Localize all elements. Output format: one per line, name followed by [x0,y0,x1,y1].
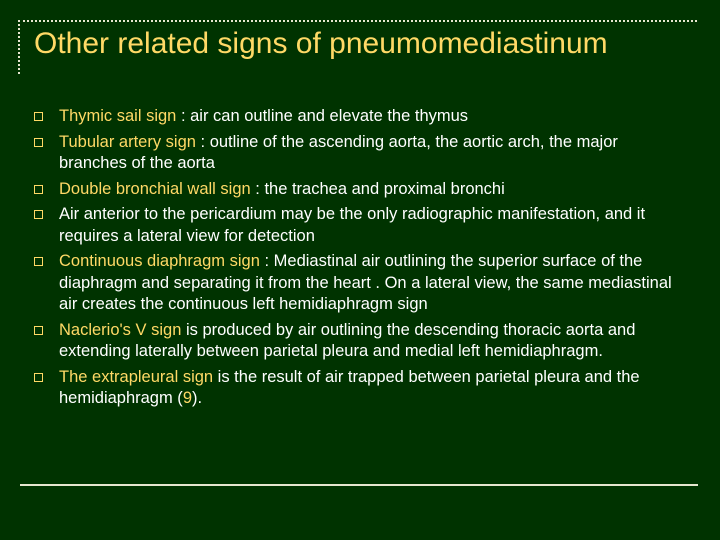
list-item [34,204,684,247]
bottom-rule [20,484,698,486]
sign-name: Thymic sail sign [59,107,177,125]
sign-description: : Mediastinal air outlining the superior surface of the diaphragm and separating it from the heart . On a lateral view, the same mediastinal air creates the continuous left hemidiaphragm sign [59,252,672,313]
checkbox-bullet-icon [34,138,43,147]
sign-description: is produced by air outlining the descending thoracic aorta and extending laterally between parietal pleura and medial left hemidiaphragm. [59,320,636,360]
list-item [34,367,684,410]
checkbox-bullet-icon [34,112,43,121]
sign-name: Continuous diaphragm sign [59,252,260,270]
sign-name: Double bronchial wall sign [59,179,251,198]
sign-name: Naclerio's V sign [59,320,182,339]
sign-description: is the result of air trapped between parietal pleura and the hemidiaphragm ( [59,367,640,407]
closing-text: ). [192,389,203,407]
list-item [34,320,684,363]
checkbox-bullet-icon [34,185,43,194]
list-item [34,106,684,128]
checkbox-bullet-icon [34,326,43,335]
list-item [34,251,684,316]
list-item [34,179,684,201]
bullet-list [34,106,684,414]
list-item [34,132,684,175]
slide-title: Other related signs of pneumomediastinum [34,27,608,60]
sign-name: Tubular artery sign [59,132,196,151]
sign-description: : air can outline and elevate the thymus [176,107,469,125]
left-dotted-rule [18,24,20,74]
top-dotted-rule [18,20,697,22]
sign-description: Air anterior to the pericardium may be the only radiographic manifestation, and it requires a lateral view for detection [59,205,646,245]
sign-description: : outline of the ascending aorta, the aortic arch, the major branches of the aorta [59,132,618,172]
reference-number: 9 [182,389,192,407]
sign-name: The extrapleural sign [59,367,214,386]
checkbox-bullet-icon [34,210,43,219]
checkbox-bullet-icon [34,257,43,266]
sign-description: : the trachea and proximal bronchi [250,179,505,198]
checkbox-bullet-icon [34,373,43,382]
